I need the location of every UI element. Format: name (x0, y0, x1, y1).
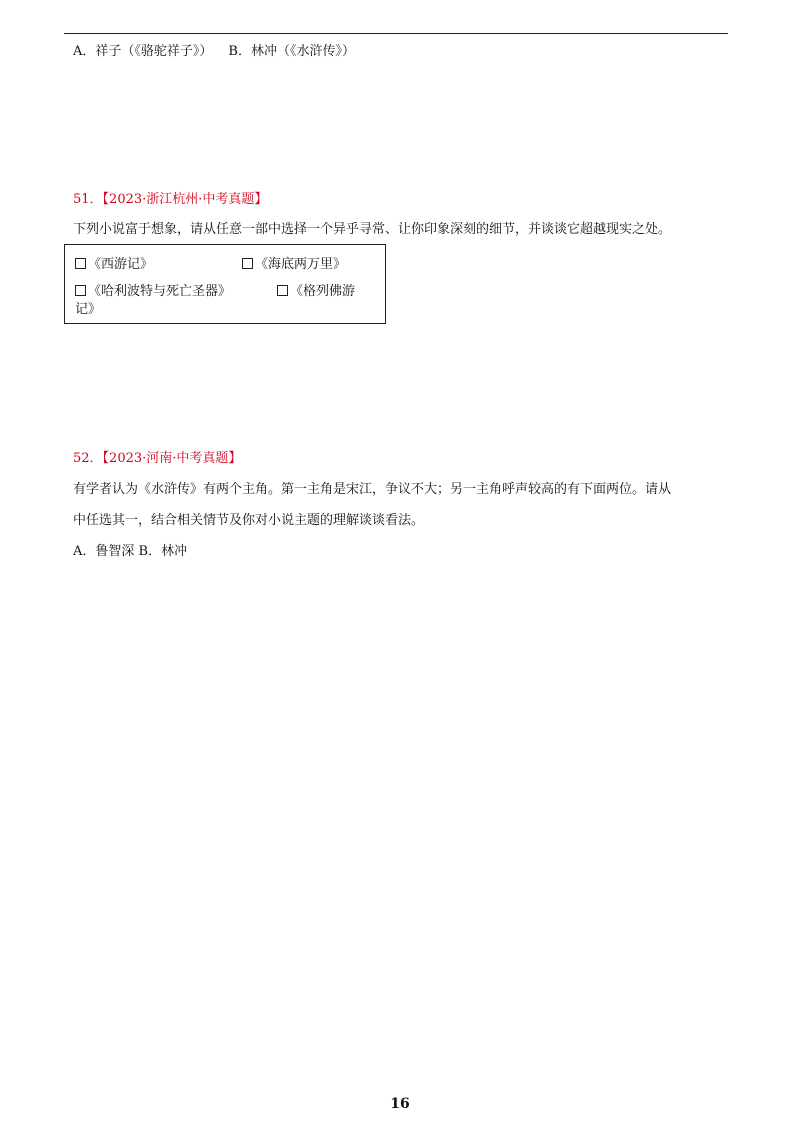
checkbox-icon[interactable] (75, 285, 86, 296)
q51-choice-4[interactable]: 《格列佛游 (277, 280, 355, 299)
q51-heading (73, 188, 267, 207)
q52-text-line1: 有学者认为《水浒传》有两个主角。第一主角是宋江，争议不大；另一主角呼声较高的有下面两位。请从 (73, 482, 672, 497)
q52-source: 【2023·河南·中考真题】 (102, 451, 242, 466)
checkbox-icon[interactable] (277, 285, 288, 296)
checkbox-icon[interactable] (242, 258, 253, 269)
q50-option-a: A．祥子（《骆驼祥子》） (73, 44, 213, 59)
q52-heading (73, 447, 241, 466)
q52-options: A．鲁智深 B．林冲 (73, 544, 188, 559)
q51-number: 51． (73, 192, 103, 207)
q51-choice-2[interactable]: 《海底两万里》 (242, 253, 346, 272)
q52-number: 52． (73, 451, 103, 466)
q50-option-b: B．林冲（《水浒传》） (228, 44, 355, 59)
q51-choice-4-wrap: 记》 (75, 302, 102, 317)
q51-source: 【2023·浙江杭州·中考真题】 (102, 192, 268, 207)
q52-text-line2: 中任选其一，结合相关情节及你对小说主题的理解谈谈看法。 (73, 513, 425, 528)
q51-choice-box (64, 244, 386, 324)
checkbox-icon[interactable] (75, 258, 86, 269)
q51-choice-1[interactable]: 《西游记》 (75, 253, 153, 272)
q51-choice-3[interactable]: 《哈利波特与死亡圣器》 (75, 280, 231, 299)
page-number: 16 (390, 1096, 410, 1112)
q50-options (73, 40, 355, 59)
header-rule (64, 33, 728, 34)
q51-text: 下列小说富于想象，请从任意一部中选择一个异乎寻常、让你印象深刻的细节，并谈谈它超越现实之处。 (73, 222, 672, 237)
